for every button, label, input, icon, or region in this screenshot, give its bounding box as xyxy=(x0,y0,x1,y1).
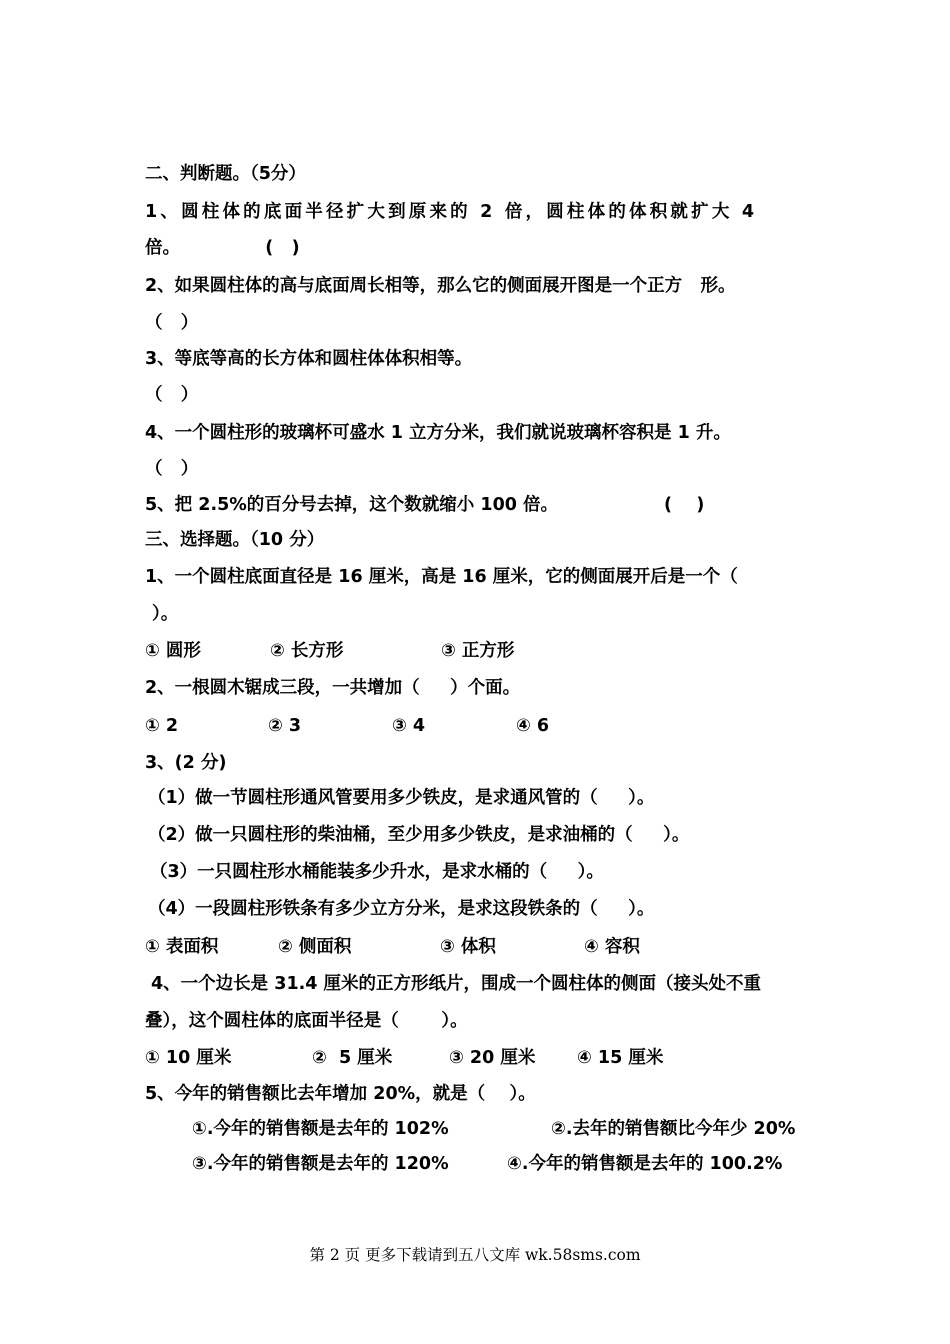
judge-q3-line1: 3、等底等高的长方体和圆柱体体积相等。 xyxy=(145,349,473,369)
judge-q4-answer: （ ） xyxy=(145,459,199,479)
choice-q5-option-4: ④.今年的销售额是去年的 100.2% xyxy=(507,1154,783,1174)
judge-q1-line2: 倍。 ( ) xyxy=(145,238,300,258)
choice-q3-option-3: ③ 体积 xyxy=(440,937,496,957)
judge-q3-answer: （ ） xyxy=(145,385,199,405)
choice-q4-line2: 叠），这个圆柱体的底面半径是（ ）。 xyxy=(145,1011,468,1031)
choice-q3-option-1: ① 表面积 xyxy=(145,937,219,957)
choice-q5-text: 5、今年的销售额比去年增加 20%，就是（ ）。 xyxy=(145,1084,536,1104)
judge-q5-text: 5、把 2.5%的百分号去掉，这个数就缩小 100 倍。 xyxy=(145,495,559,515)
judge-q4-line1: 4、一个圆柱形的玻璃杯可盛水 1 立方分米，我们就说玻璃杯容积是 1 升。 xyxy=(145,423,731,443)
choice-q3-sub-3: （3）一只圆柱形水桶能装多少升水，是求水桶的（ ）。 xyxy=(150,862,604,882)
choice-q1-option-3: ③ 正方形 xyxy=(441,641,515,661)
page-footer: 第 2 页 更多下载请到五八文库 wk.58sms.com xyxy=(309,1246,641,1264)
choice-q1-option-1: ① 圆形 xyxy=(145,641,201,661)
choice-q3-sub-4: （4）一段圆柱形铁条有多少立方分米，是求这段铁条的（ ）。 xyxy=(148,899,655,919)
section3-heading: 三、选择题。（10 分） xyxy=(145,530,325,550)
choice-q1-line2: ）。 xyxy=(152,604,179,624)
choice-q5-option-2: ②.去年的销售额比今年少 20% xyxy=(551,1119,796,1139)
judge-q2-line1: 2、如果圆柱体的高与底面周长相等，那么它的侧面展开图是一个正方 形。 xyxy=(145,276,736,296)
choice-q5-option-1: ①.今年的销售额是去年的 102% xyxy=(192,1119,449,1139)
choice-q3-heading: 3、(2 分) xyxy=(145,753,227,773)
judge-q2-answer: （ ） xyxy=(145,313,199,333)
choice-q4-option-1: ① 10 厘米 xyxy=(145,1048,232,1068)
choice-q3-option-4: ④ 容积 xyxy=(584,937,640,957)
choice-q2-option-3: ③ 4 xyxy=(392,716,426,736)
choice-q4-option-3: ③ 20 厘米 xyxy=(449,1048,536,1068)
judge-q1-line1: 1、圆柱体的底面半径扩大到原来的 2 倍，圆柱体的体积就扩大 4 xyxy=(145,202,758,222)
judge-q5-answer: ( ) xyxy=(664,495,705,515)
choice-q2-option-2: ② 3 xyxy=(268,716,302,736)
choice-q3-option-2: ② 侧面积 xyxy=(278,937,352,957)
section2-heading: 二、判断题。（5分） xyxy=(145,164,306,184)
choice-q3-sub-1: （1）做一节圆柱形通风管要用多少铁皮，是求通风管的（ ）。 xyxy=(148,788,655,808)
choice-q1-option-2: ② 长方形 xyxy=(270,641,344,661)
choice-q2-text: 2、一根圆木锯成三段，一共增加（ ）个面。 xyxy=(145,678,521,698)
choice-q1-line1: 1、一个圆柱底面直径是 16 厘米，高是 16 厘米，它的侧面展开后是一个（ xyxy=(145,567,738,587)
choice-q4-line1: 4、一个边长是 31.4 厘米的正方形纸片，围成一个圆柱体的侧面（接头处不重 xyxy=(151,974,762,994)
choice-q5-option-3: ③.今年的销售额是去年的 120% xyxy=(192,1154,449,1174)
choice-q4-option-4: ④ 15 厘米 xyxy=(577,1048,664,1068)
choice-q3-sub-2: （2）做一只圆柱形的柴油桶，至少用多少铁皮，是求油桶的（ ）。 xyxy=(148,825,690,845)
choice-q2-option-4: ④ 6 xyxy=(516,716,550,736)
choice-q2-option-1: ① 2 xyxy=(145,716,179,736)
choice-q4-option-2: ② 5 厘米 xyxy=(312,1048,393,1068)
